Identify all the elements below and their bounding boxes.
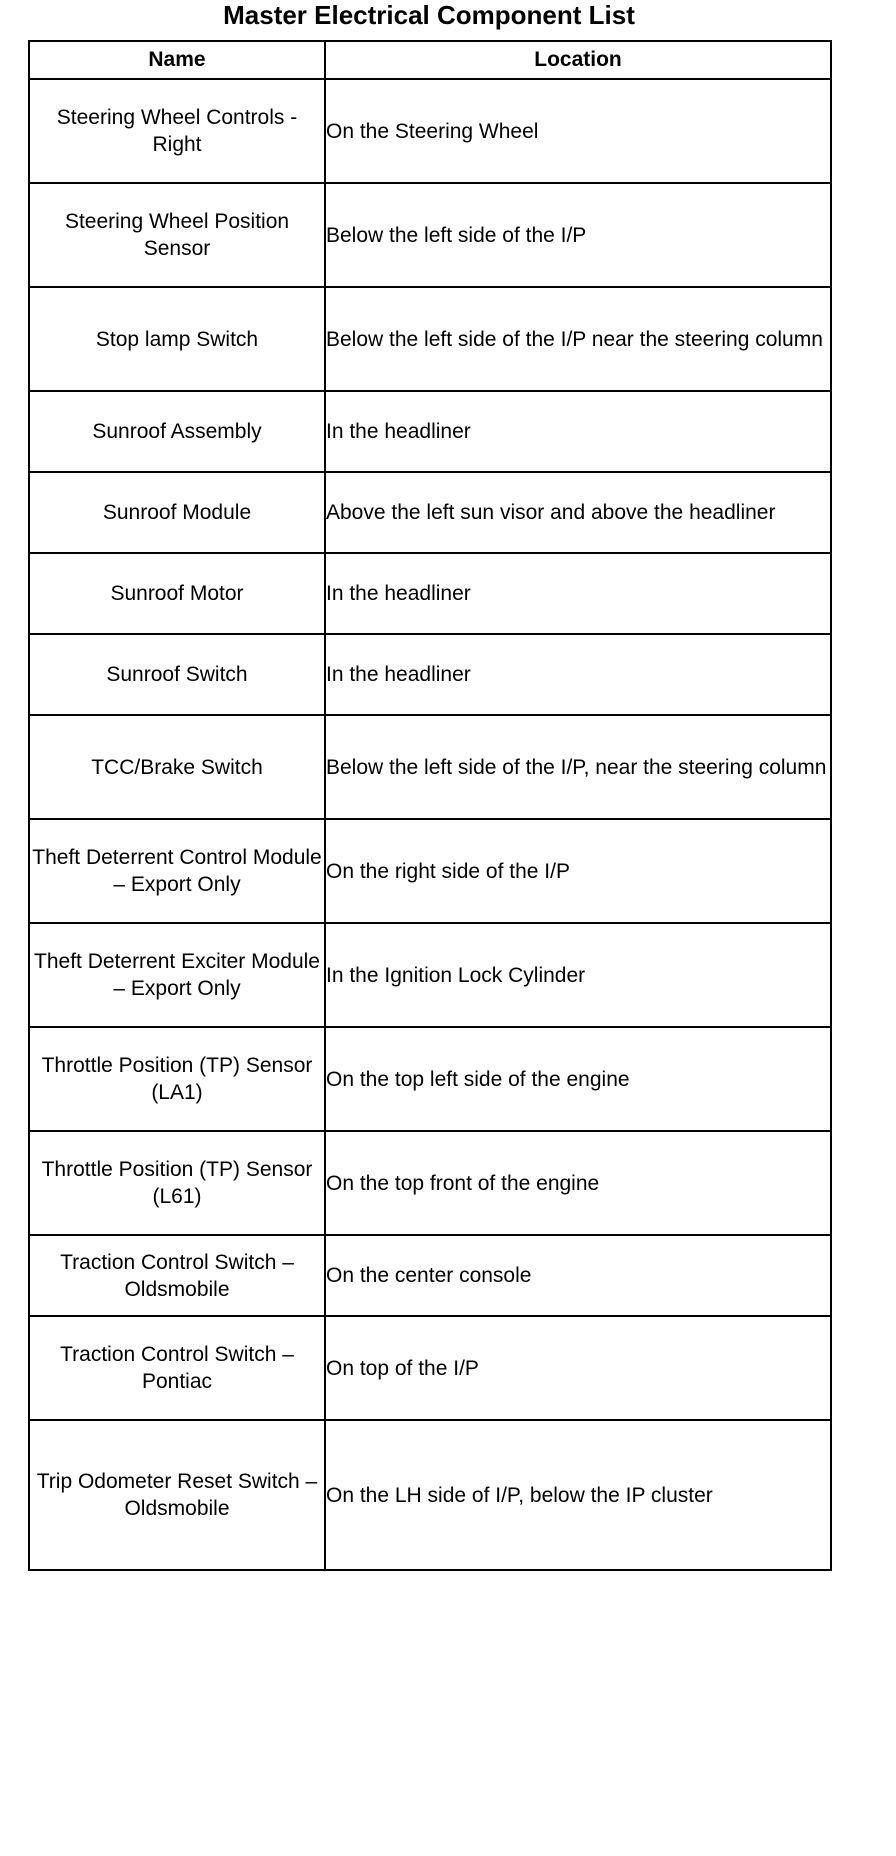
table-row [29, 1027, 831, 1131]
component-location: On the top front of the engine [325, 1131, 831, 1235]
component-name: Throttle Position (TP) Sensor (LA1) [29, 1027, 325, 1131]
component-name: TCC/Brake Switch [29, 715, 325, 819]
page-title: Master Electrical Component List [223, 0, 635, 30]
component-location: Below the left side of the I/P, near the steering column [325, 715, 831, 819]
table-row [29, 553, 831, 634]
table-row [29, 183, 831, 287]
table-row [29, 1316, 831, 1420]
table-row [29, 472, 831, 553]
component-location: On the top left side of the engine [325, 1027, 831, 1131]
table-row [29, 819, 831, 923]
component-name: Theft Deterrent Control Module – Export Only [29, 819, 325, 923]
component-location: In the headliner [325, 553, 831, 634]
component-name: Stop lamp Switch [29, 287, 325, 391]
component-name: Traction Control Switch – Oldsmobile [29, 1235, 325, 1316]
component-location: On the Steering Wheel [325, 79, 831, 183]
component-name: Steering Wheel Position Sensor [29, 183, 325, 287]
component-name: Throttle Position (TP) Sensor (L61) [29, 1131, 325, 1235]
column-header-name: Name [29, 41, 325, 79]
table-row [29, 923, 831, 1027]
component-location: On the LH side of I/P, below the IP cluster [325, 1420, 831, 1570]
table-row [29, 1235, 831, 1316]
component-location: On the center console [325, 1235, 831, 1316]
table-row [29, 79, 831, 183]
component-table [28, 40, 832, 1571]
table-row [29, 1420, 831, 1570]
table-row [29, 391, 831, 472]
component-name: Theft Deterrent Exciter Module – Export Only [29, 923, 325, 1027]
component-location: In the headliner [325, 391, 831, 472]
component-location: Above the left sun visor and above the headliner [325, 472, 831, 553]
component-location: In the headliner [325, 634, 831, 715]
component-name: Sunroof Motor [29, 553, 325, 634]
component-name: Sunroof Switch [29, 634, 325, 715]
component-location: Below the left side of the I/P [325, 183, 831, 287]
column-header-location: Location [325, 41, 831, 79]
component-name: Sunroof Module [29, 472, 325, 553]
component-name: Sunroof Assembly [29, 391, 325, 472]
component-name: Steering Wheel Controls - Right [29, 79, 325, 183]
table-row [29, 1131, 831, 1235]
table-header-row [29, 41, 831, 79]
component-location: On top of the I/P [325, 1316, 831, 1420]
table-row [29, 287, 831, 391]
component-name: Traction Control Switch – Pontiac [29, 1316, 325, 1420]
component-location: On the right side of the I/P [325, 819, 831, 923]
table-row [29, 715, 831, 819]
component-location: Below the left side of the I/P near the steering column [325, 287, 831, 391]
table-row [29, 634, 831, 715]
component-location: In the Ignition Lock Cylinder [325, 923, 831, 1027]
component-name: Trip Odometer Reset Switch – Oldsmobile [29, 1420, 325, 1570]
